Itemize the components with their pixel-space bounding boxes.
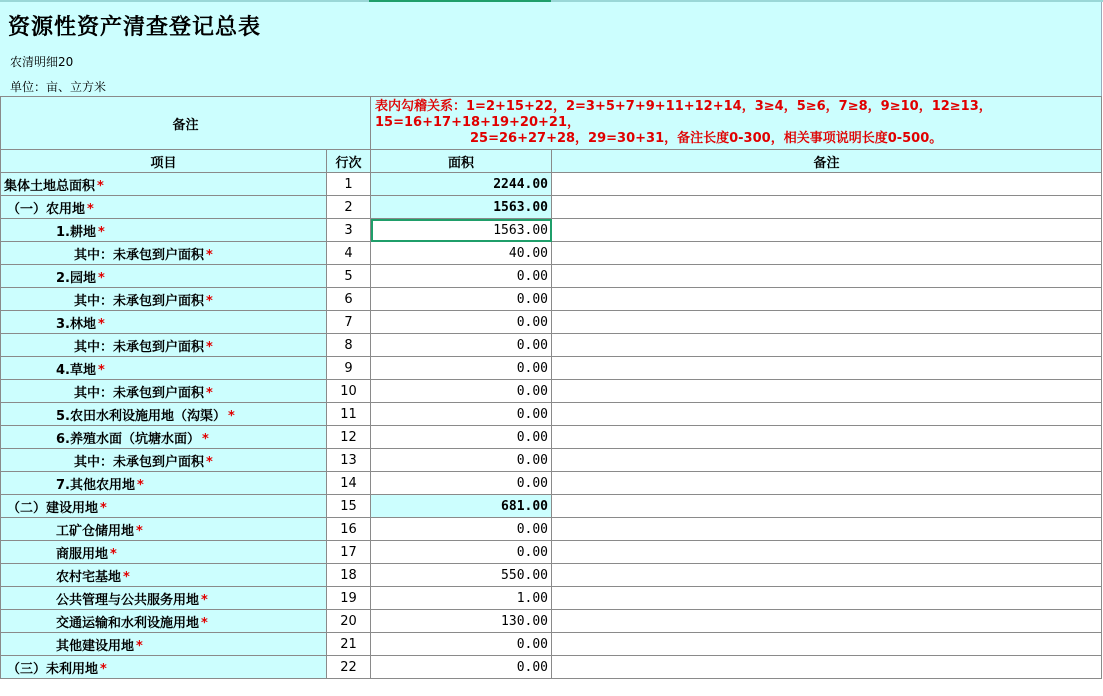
- area-input: 1563.00: [371, 196, 552, 219]
- item-label-cell: [1, 173, 327, 196]
- remark-input[interactable]: [552, 541, 1102, 564]
- row-number: 21: [327, 633, 371, 656]
- row-number: 12: [327, 426, 371, 449]
- remark-input[interactable]: [552, 472, 1102, 495]
- item-label-cell: [1, 219, 327, 242]
- required-asterisk-icon: *: [110, 546, 117, 562]
- area-input[interactable]: 550.00: [371, 564, 552, 587]
- required-asterisk-icon: *: [206, 454, 213, 470]
- required-asterisk-icon: *: [100, 500, 107, 516]
- row-number: 22: [327, 656, 371, 679]
- required-asterisk-icon: *: [206, 385, 213, 401]
- required-asterisk-icon: *: [97, 270, 105, 286]
- item-label-cell: [1, 495, 327, 518]
- remark-input[interactable]: [552, 449, 1102, 472]
- item-label-cell: [1, 288, 327, 311]
- row-number: 13: [327, 449, 371, 472]
- row-number: 19: [327, 587, 371, 610]
- item-label: 6.养殖水面（坑塘水面）: [56, 431, 200, 447]
- row-number: 9: [327, 357, 371, 380]
- area-input[interactable]: 0.00: [371, 541, 552, 564]
- row-number: 6: [327, 288, 371, 311]
- row-number: 14: [327, 472, 371, 495]
- table-row: [1, 633, 1102, 656]
- row-number: 8: [327, 334, 371, 357]
- area-input[interactable]: 0.00: [371, 449, 552, 472]
- table-row: [1, 449, 1102, 472]
- item-label: 5.农田水利设施用地（沟渠）: [56, 408, 226, 424]
- row-number: 11: [327, 403, 371, 426]
- remark-input[interactable]: [552, 495, 1102, 518]
- item-label-cell: [1, 403, 327, 426]
- area-input[interactable]: 0.00: [371, 334, 552, 357]
- row-number: 16: [327, 518, 371, 541]
- table-row: [1, 334, 1102, 357]
- item-label-cell: [1, 472, 327, 495]
- item-label: 公共管理与公共服务用地: [56, 592, 200, 608]
- table-row: [1, 495, 1102, 518]
- required-asterisk-icon: *: [136, 523, 143, 539]
- item-label-cell: [1, 426, 327, 449]
- item-label-cell: [1, 518, 327, 541]
- item-label-cell: [1, 564, 327, 587]
- row-number: 3: [327, 219, 371, 242]
- remark-input[interactable]: [552, 196, 1102, 219]
- area-input[interactable]: 0.00: [371, 656, 552, 679]
- area-input[interactable]: 0.00: [371, 357, 552, 380]
- item-label: 集体土地总面积: [4, 178, 96, 194]
- table-row: [1, 564, 1102, 587]
- remark-input[interactable]: [552, 656, 1102, 679]
- area-input-active[interactable]: 1563.00: [371, 219, 552, 242]
- item-label-cell: [1, 541, 327, 564]
- required-asterisk-icon: *: [206, 339, 213, 355]
- table-row: [1, 288, 1102, 311]
- row-number: 18: [327, 564, 371, 587]
- table-row: [1, 518, 1102, 541]
- area-input[interactable]: 0.00: [371, 518, 552, 541]
- table-row: [1, 472, 1102, 495]
- area-input[interactable]: 0.00: [371, 472, 552, 495]
- item-label-cell: [1, 265, 327, 288]
- required-asterisk-icon: *: [227, 408, 235, 424]
- row-number: 15: [327, 495, 371, 518]
- remark-input[interactable]: [552, 518, 1102, 541]
- table-row: [1, 541, 1102, 564]
- remark-input[interactable]: [552, 288, 1102, 311]
- remark-input[interactable]: [552, 265, 1102, 288]
- form-code: 农清明细20: [10, 55, 74, 69]
- item-label: 4.草地: [56, 362, 96, 378]
- row-number: 4: [327, 242, 371, 265]
- table-row: [1, 173, 1102, 196]
- notes-label: 备注: [1, 97, 371, 150]
- required-asterisk-icon: *: [87, 201, 94, 217]
- remark-input[interactable]: [552, 403, 1102, 426]
- required-asterisk-icon: *: [201, 592, 208, 608]
- col-header-remark: 备注: [552, 150, 1102, 173]
- remark-input[interactable]: [552, 380, 1102, 403]
- row-number: 17: [327, 541, 371, 564]
- item-label: 其中：未承包到户面积: [74, 385, 205, 401]
- area-input[interactable]: 0.00: [371, 265, 552, 288]
- validation-rules: [371, 97, 1102, 150]
- item-label: 2.园地: [56, 270, 96, 286]
- item-label-cell: [1, 656, 327, 679]
- item-label-cell: [1, 587, 327, 610]
- table-row: [1, 426, 1102, 449]
- remark-input[interactable]: [552, 426, 1102, 449]
- required-asterisk-icon: *: [201, 431, 209, 447]
- item-label: 其中：未承包到户面积: [74, 339, 205, 355]
- item-label-cell: [1, 610, 327, 633]
- table-row: [1, 587, 1102, 610]
- item-label: 其他建设用地: [56, 638, 135, 654]
- required-asterisk-icon: *: [123, 569, 130, 585]
- area-input: 681.00: [371, 495, 552, 518]
- remark-input[interactable]: [552, 633, 1102, 656]
- table-row: [1, 242, 1102, 265]
- item-label-cell: [1, 242, 327, 265]
- required-asterisk-icon: *: [136, 477, 144, 493]
- remark-input[interactable]: [552, 610, 1102, 633]
- item-label: 其中：未承包到户面积: [74, 247, 205, 263]
- required-asterisk-icon: *: [97, 178, 104, 194]
- validation-rules-line1: 表内勾稽关系：1=2+15+22，2=3+5+7+9+11+12+14，3≥4，5≥6，7≥8，9≥10，12≥13，15=16+17+18+19+20+21，: [375, 99, 992, 130]
- row-number: 10: [327, 380, 371, 403]
- required-asterisk-icon: *: [206, 293, 213, 309]
- item-label-cell: [1, 334, 327, 357]
- required-asterisk-icon: *: [97, 316, 105, 332]
- remark-input[interactable]: [552, 334, 1102, 357]
- area-input[interactable]: 0.00: [371, 380, 552, 403]
- item-label: （一）农用地: [7, 201, 86, 217]
- required-asterisk-icon: *: [201, 615, 208, 631]
- table-row: [1, 357, 1102, 380]
- remark-input[interactable]: [552, 564, 1102, 587]
- validation-rules-line2: 25=26+27+28，29=30+31，备注长度0-300，相关事项说明长度0-500。: [470, 131, 943, 146]
- area-input[interactable]: 0.00: [371, 633, 552, 656]
- remark-input[interactable]: [552, 173, 1102, 196]
- page-title: 资源性资产清查登记总表: [8, 15, 262, 40]
- area-input[interactable]: 1.00: [371, 587, 552, 610]
- remark-input[interactable]: [552, 242, 1102, 265]
- item-label: 其中：未承包到户面积: [74, 293, 205, 309]
- item-label: （三）未利用地: [7, 661, 99, 677]
- item-label: 1.耕地: [56, 224, 96, 240]
- item-label-cell: [1, 380, 327, 403]
- item-label: 其中：未承包到户面积: [74, 454, 205, 470]
- row-number: 1: [327, 173, 371, 196]
- area-input[interactable]: 130.00: [371, 610, 552, 633]
- unit-label: 单位：亩、立方米: [10, 80, 107, 94]
- table-row: [1, 196, 1102, 219]
- row-number: 5: [327, 265, 371, 288]
- item-label: 3.林地: [56, 316, 96, 332]
- table-row: [1, 380, 1102, 403]
- form-header: [0, 2, 1102, 97]
- item-label-cell: [1, 196, 327, 219]
- table-row: [1, 610, 1102, 633]
- remark-input[interactable]: [552, 219, 1102, 242]
- item-label: （二）建设用地: [7, 500, 99, 516]
- area-input: 2244.00: [371, 173, 552, 196]
- table-row: [1, 265, 1102, 288]
- item-label: 交通运输和水利设施用地: [56, 615, 200, 631]
- item-label: 工矿仓储用地: [56, 523, 135, 539]
- col-header-item: 项目: [1, 150, 327, 173]
- asset-table: [0, 96, 1102, 679]
- col-header-row-no: 行次: [327, 150, 371, 173]
- area-input[interactable]: 0.00: [371, 311, 552, 334]
- item-label: 商服用地: [56, 546, 109, 562]
- item-label: 农村宅基地: [56, 569, 122, 585]
- item-label-cell: [1, 449, 327, 472]
- row-number: 7: [327, 311, 371, 334]
- notes-row: [1, 97, 1102, 150]
- table-row: [1, 403, 1102, 426]
- column-header-row: [1, 150, 1102, 173]
- item-label-cell: [1, 633, 327, 656]
- required-asterisk-icon: *: [97, 362, 105, 378]
- row-number: 20: [327, 610, 371, 633]
- area-input[interactable]: 0.00: [371, 426, 552, 449]
- item-label-cell: [1, 311, 327, 334]
- required-asterisk-icon: *: [97, 224, 105, 240]
- required-asterisk-icon: *: [206, 247, 213, 263]
- area-input[interactable]: 0.00: [371, 403, 552, 426]
- remark-input[interactable]: [552, 311, 1102, 334]
- table-row: [1, 311, 1102, 334]
- item-label-cell: [1, 357, 327, 380]
- col-header-area: 面积: [371, 150, 552, 173]
- area-input[interactable]: 0.00: [371, 288, 552, 311]
- row-number: 2: [327, 196, 371, 219]
- table-row: [1, 656, 1102, 679]
- remark-input[interactable]: [552, 587, 1102, 610]
- required-asterisk-icon: *: [136, 638, 143, 654]
- area-input[interactable]: 40.00: [371, 242, 552, 265]
- remark-input[interactable]: [552, 357, 1102, 380]
- table-row: [1, 219, 1102, 242]
- item-label: 7.其他农用地: [56, 477, 135, 493]
- required-asterisk-icon: *: [100, 661, 107, 677]
